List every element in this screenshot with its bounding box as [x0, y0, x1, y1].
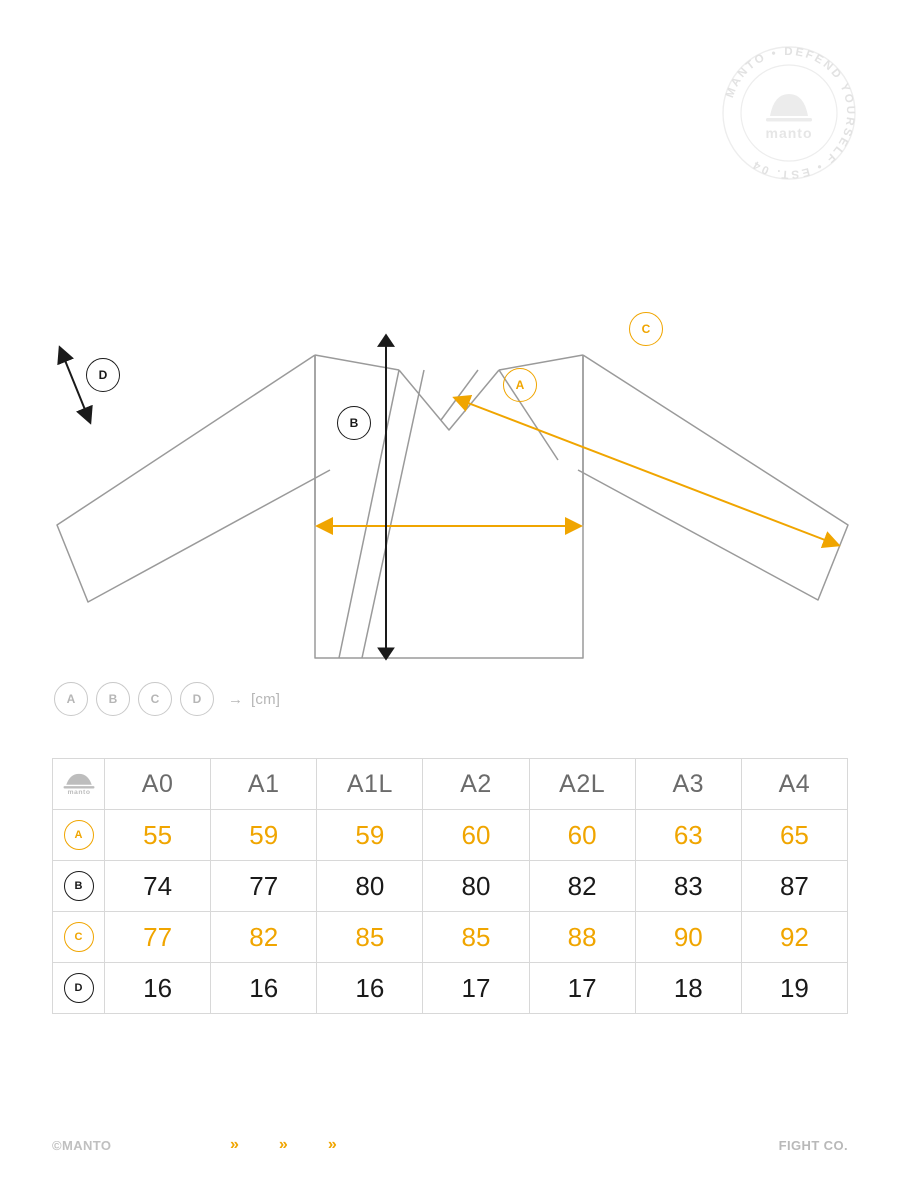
cell-c-a2l: 88: [529, 912, 635, 963]
cell-d-a0: 16: [105, 963, 211, 1014]
cell-a-a0: 55: [105, 810, 211, 861]
col-header-a0: A0: [105, 759, 211, 810]
diagram-badge-c: [629, 312, 663, 346]
cell-d-a1l: 16: [317, 963, 423, 1014]
table-row: [53, 963, 848, 1014]
legend-badge-a: A: [54, 682, 88, 716]
col-header-a1l: A1L: [317, 759, 423, 810]
col-header-a2l: A2L: [529, 759, 635, 810]
cell-d-a4: 19: [741, 963, 847, 1014]
chevron-group: [230, 1136, 337, 1154]
diagram-badge-a: [503, 368, 537, 402]
cell-b-a1l: 80: [317, 861, 423, 912]
row-badge-b: [53, 861, 105, 912]
cell-b-a1: 77: [211, 861, 317, 912]
table-row: [53, 861, 848, 912]
legend-badge-b: B: [96, 682, 130, 716]
diagram-badge-b: [337, 406, 371, 440]
row-badge-d: [53, 963, 105, 1014]
chevron-double-right-icon: »: [230, 1136, 239, 1153]
row-badge-b-label: B: [64, 871, 94, 901]
cell-a-a2l: 60: [529, 810, 635, 861]
col-header-a2: A2: [423, 759, 529, 810]
col-header-a3: A3: [635, 759, 741, 810]
measurement-legend: [54, 682, 280, 716]
size-table: [52, 758, 848, 1014]
cell-d-a1: 16: [211, 963, 317, 1014]
cell-d-a3: 18: [635, 963, 741, 1014]
badge-c-label: C: [629, 312, 663, 346]
table-row: [53, 810, 848, 861]
page-footer: [52, 1136, 848, 1160]
cell-c-a0: 77: [105, 912, 211, 963]
badge-d-label: D: [86, 358, 120, 392]
gi-technical-drawing: [0, 170, 900, 680]
cell-b-a3: 83: [635, 861, 741, 912]
cell-c-a1l: 85: [317, 912, 423, 963]
cell-c-a4: 92: [741, 912, 847, 963]
legend-badge-d: D: [180, 682, 214, 716]
cell-c-a2: 85: [423, 912, 529, 963]
badge-a-label: A: [503, 368, 537, 402]
arrow-right-icon: →: [228, 690, 243, 708]
chevron-double-right-icon: »: [327, 1136, 337, 1153]
row-badge-c: [53, 912, 105, 963]
legend-badge-c: C: [138, 682, 172, 716]
cell-c-a1: 82: [211, 912, 317, 963]
diagram-badge-d: [86, 358, 120, 392]
svg-text:manto: manto: [765, 125, 813, 141]
cell-a-a1l: 59: [317, 810, 423, 861]
manto-logo-icon: [53, 759, 105, 810]
col-header-a4: A4: [741, 759, 847, 810]
row-badge-d-label: D: [64, 973, 94, 1003]
footer-brand: FIGHT CO.: [778, 1138, 848, 1153]
table-row: [53, 912, 848, 963]
cell-b-a2: 80: [423, 861, 529, 912]
size-table-wrap: [52, 758, 848, 1014]
cell-a-a2: 60: [423, 810, 529, 861]
cell-c-a3: 90: [635, 912, 741, 963]
cell-b-a4: 87: [741, 861, 847, 912]
row-badge-a: [53, 810, 105, 861]
copyright-text: ©MANTO: [52, 1138, 112, 1153]
cell-b-a2l: 82: [529, 861, 635, 912]
col-header-a1: A1: [211, 759, 317, 810]
badge-b-label: B: [337, 406, 371, 440]
cell-a-a3: 63: [635, 810, 741, 861]
row-badge-a-label: A: [64, 820, 94, 850]
table-header-row: [53, 759, 848, 810]
cell-a-a4: 65: [741, 810, 847, 861]
chevron-double-right-icon: »: [278, 1136, 288, 1153]
cell-a-a1: 59: [211, 810, 317, 861]
cell-d-a2: 17: [423, 963, 529, 1014]
cell-b-a0: 74: [105, 861, 211, 912]
legend-unit: [cm]: [251, 690, 281, 708]
manto-watermark: [714, 38, 864, 188]
cell-d-a2l: 17: [529, 963, 635, 1014]
svg-text:MANTO • DEFEND YOURSELF • EST.: MANTO • DEFEND YOURSELF • EST. 04: [724, 45, 857, 181]
row-badge-c-label: C: [64, 922, 94, 952]
svg-text:manto: manto: [66, 788, 91, 794]
